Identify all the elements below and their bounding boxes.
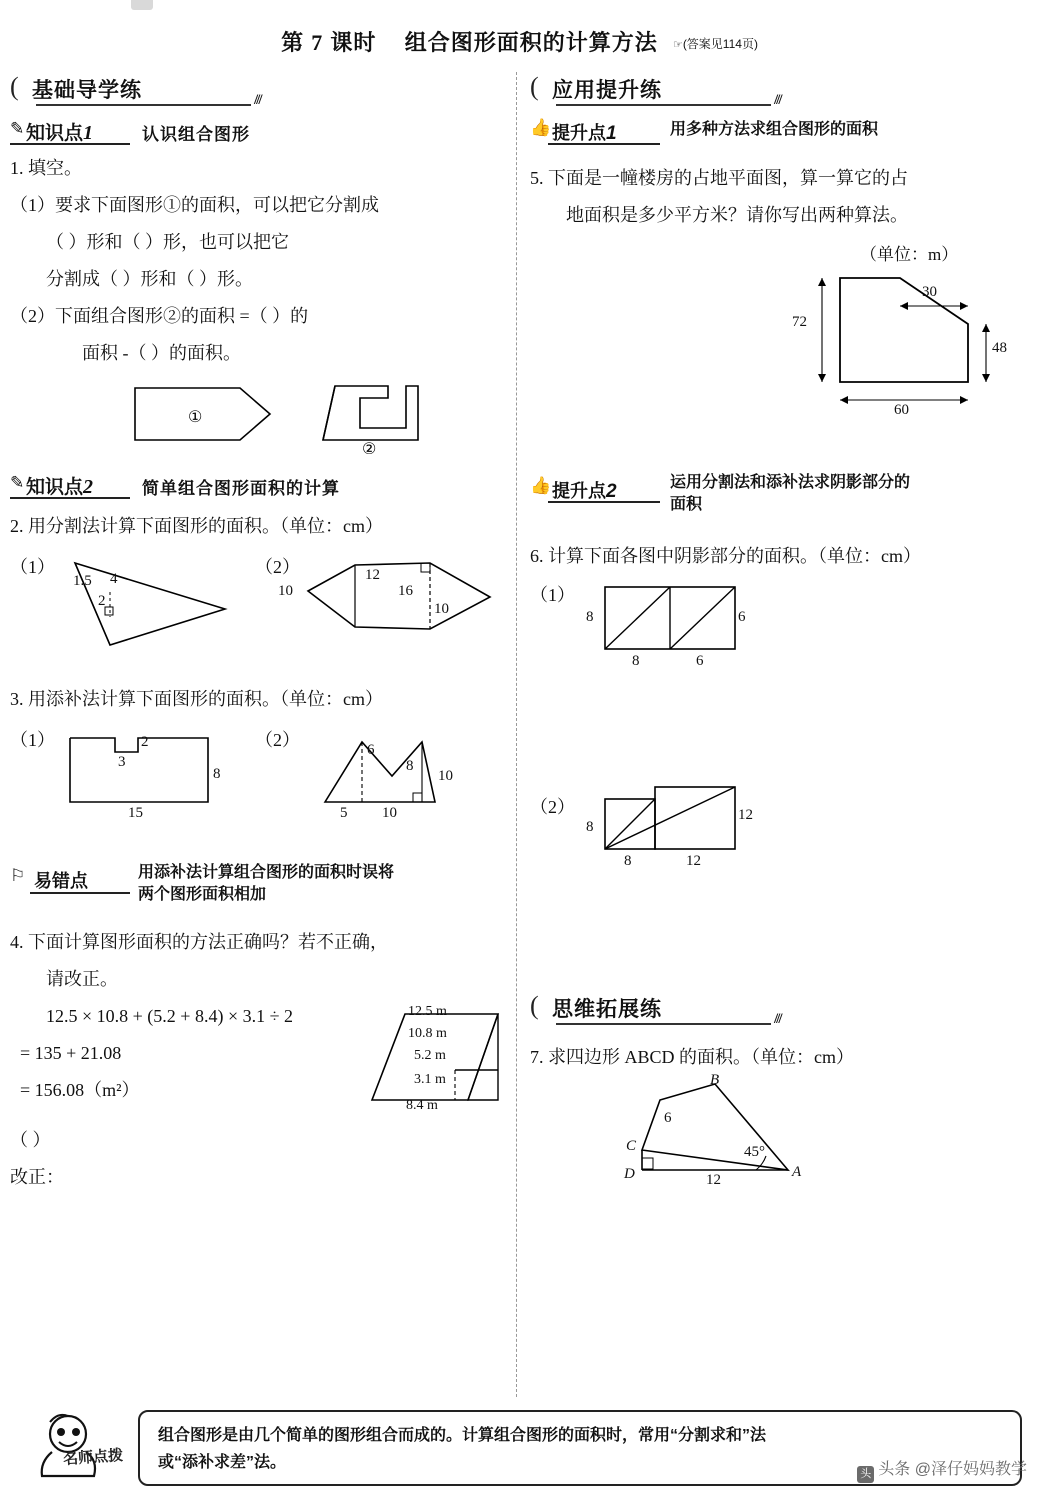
mistake-underline [30,892,130,894]
kp2-label: 知识点2 [26,476,94,498]
question-1-part1-l1: （1）要求下面图形①的面积，可以把它分割成 [10,195,379,215]
question-4-body [10,1000,510,1140]
q3-fig1-bottom: 15 [128,805,143,821]
q3-fig2-b1: 5 [340,805,348,821]
q2-fig2-mid: 16 [398,583,413,599]
question-6-sub1: （1） [530,585,575,605]
banner3-slash-icon: /// [774,1011,781,1027]
question-4-fix: 改正： [10,1167,64,1187]
q3-fig2-b2: 10 [382,805,397,821]
title-mid: 课时 [330,30,377,55]
question-1-part2-l1: （2）下面组合图形②的面积 =（ ）的 [10,306,309,326]
q7-label-cb: 6 [664,1110,672,1126]
svg-text:①: ① [188,409,203,426]
status-bar [0,0,1039,14]
title-main: 组合图形面积的计算方法 [404,30,658,55]
tip1-label: 提升点1 [552,123,617,144]
banner2-label: 应用提升练 [552,79,662,102]
question-6-sub2: （2） [530,797,575,817]
q5-top: 30 [922,284,937,300]
question-1-stem: 1. 填空。 [10,158,82,178]
q5-unit: （单位：m） [860,245,959,264]
banner2-bracket-icon: ( [530,72,539,101]
title-prefix: 第 [281,30,305,55]
kp2-underline [10,497,130,499]
q6-fig2-right: 12 [738,807,753,823]
q5-bottom: 60 [894,402,909,418]
svg-text:②: ② [362,441,377,454]
q6-fig2-b1: 8 [624,853,632,869]
question-2-stem: 2. 用分割法计算下面图形的面积。（单位：cm） [10,516,383,536]
mistake-label: 易错点 [34,871,88,891]
mascot-label: 名师点拨 [62,1446,124,1469]
right-column [530,70,1030,1208]
question-1-part1-l3: 分割成（ ）形和（ ）形。 [46,269,253,289]
question-2-figures [10,547,510,659]
watermark-logo-icon: 头 [857,1466,874,1483]
question-7-stem: 7. 求四边形 ABCD 的面积。（单位：cm） [530,1047,854,1067]
q5-left: 72 [792,314,807,330]
q7-label-angle: 45° [744,1144,765,1160]
question-4-calc2: = 135 + 21.08 [20,1043,122,1063]
tip1-text: 用多种方法求组合图形的面积 [670,121,879,138]
q7-label-A: A [792,1164,802,1180]
question-5-l1: 5. 下面是一幢楼房的占地平面图，算一算它的占 [530,168,908,188]
question-3-figures [10,720,510,830]
q6-fig1-left: 8 [586,609,594,625]
column-divider [516,72,517,1397]
q6-fig1-b2: 6 [696,653,704,669]
knowledge-point-1 [10,116,510,146]
q7-label-da: 12 [706,1172,721,1188]
q4-fig-bottom: 8.4 m [406,1098,438,1113]
question-4-calc1: 12.5 × 10.8 + (5.2 + 8.4) × 3.1 ÷ 2 [46,1006,293,1026]
banner-underline [36,104,251,106]
q3-fig1-notch: 2 [141,734,149,750]
pen-icon: ✎ [10,119,25,138]
q2-fig2-top: 12 [365,567,380,583]
question-1-part1-l2: （ ）形和（ ）形，也可以把它 [46,232,289,252]
tip2-label: 提升点2 [552,481,617,502]
tip1-underline [548,143,660,145]
q6-fig1-b1: 8 [632,653,640,669]
question-7-figure [530,1072,1030,1208]
section-banner-thinking [530,989,1030,1029]
q2-fig1-b: 4 [110,571,118,587]
banner-slash-icon: /// [254,92,261,108]
improve-point-1 [530,116,1030,150]
banner3-bracket-icon: ( [530,991,539,1020]
q6-fig1-right: 6 [738,609,746,625]
lesson-number: 7 [311,30,324,55]
thumbs-up-icon-2: 👍 [530,476,552,495]
pen-icon-2: ✎ [10,473,25,492]
knowledge-point-2 [10,470,510,500]
question-1-part2-l2: 面积 -（ ）的面积。 [82,343,241,363]
banner3-underline [556,1023,771,1025]
banner-bracket-icon: ( [10,72,19,101]
q4-fig-top: 12.5 m [408,1004,447,1019]
section-banner-basics [10,70,510,110]
q3-fig2-right: 10 [438,768,453,784]
kp1-underline [10,143,130,145]
answer-note: ☞(答案见114页) [672,37,758,51]
improve-point-2 [530,474,1030,526]
q7-label-B: B [710,1072,720,1088]
banner3-label: 思维拓展练 [552,998,662,1021]
q7-label-C: C [626,1138,637,1154]
mistake-point [10,864,510,914]
question-6-stem: 6. 计算下面各图中阴影部分的面积。（单位：cm） [530,546,921,566]
thumbs-up-icon: 👍 [530,118,552,137]
tip2-text: 运用分割法和添补法求阴影部分的 面积 [670,474,911,513]
question-3-stem: 3. 用添补法计算下面图形的面积。（单位：cm） [10,689,383,709]
q3-fig2-peak: 6 [367,742,375,758]
mistake-text: 用添补法计算组合图形的面积时误将 两个图形面积相加 [138,864,395,903]
q6-fig2-left: 8 [586,819,594,835]
q2-fig1-a: 1.5 [73,573,92,589]
question-6-figure-1 [530,577,1030,697]
q2-fig2-left: 10 [278,583,293,599]
question-4-stem-l1: 4. 下面计算图形面积的方法正确吗？若不正确， [10,932,388,952]
question-2-sub1: （1） [10,557,55,577]
question-5-l2: 地面积是多少平方米？请你写出两种算法。 [566,205,908,225]
question-6-figure-2 [530,779,1030,909]
question-1-figures [10,376,510,456]
section-banner-application [530,70,1030,110]
question-3-sub2: （2） [255,730,300,750]
q4-fig-l1: 10.8 m [408,1026,447,1041]
question-5-figure [530,236,1030,416]
question-4-bracket: （ ） [10,1130,51,1150]
q5-right: 48 [992,340,1007,356]
camera-notch [131,0,153,10]
alert-icon: ⚐ [10,866,26,885]
q2-fig1-c: 2 [98,593,106,609]
q2-fig2-right: 10 [434,601,449,617]
q3-fig1-inner: 3 [118,754,126,770]
kp2-text: 简单组合图形面积的计算 [142,479,340,498]
q3-fig1-right: 8 [213,766,221,782]
banner2-slash-icon: /// [774,92,781,108]
question-3-sub1: （1） [10,730,55,750]
q4-fig-l3: 3.1 m [414,1072,446,1087]
question-2-sub2: （2） [255,557,300,577]
q3-fig2-slant: 8 [406,758,414,774]
kp1-label: 知识点1 [26,122,94,144]
tip-text: 组合图形是由几个简单的图形组合而成的。计算组合图形的面积时，常用“分割求和”法 或“添补求差”法。 [158,1427,767,1471]
q4-fig-l2: 5.2 m [414,1048,446,1063]
q6-fig2-b2: 12 [686,853,701,869]
banner-label: 基础导学练 [32,79,142,102]
page-title [0,26,1039,57]
watermark: 头 头条 @泽仔妈妈教学 [857,1456,1027,1483]
kp1-text: 认识组合图形 [142,125,250,144]
question-4-calc3: = 156.08（m²） [20,1080,140,1100]
banner2-underline [556,104,771,106]
question-4-stem-l2: 请改正。 [46,969,118,989]
tip2-underline [548,501,660,503]
left-column [10,70,510,1198]
q7-label-D: D [624,1166,635,1182]
